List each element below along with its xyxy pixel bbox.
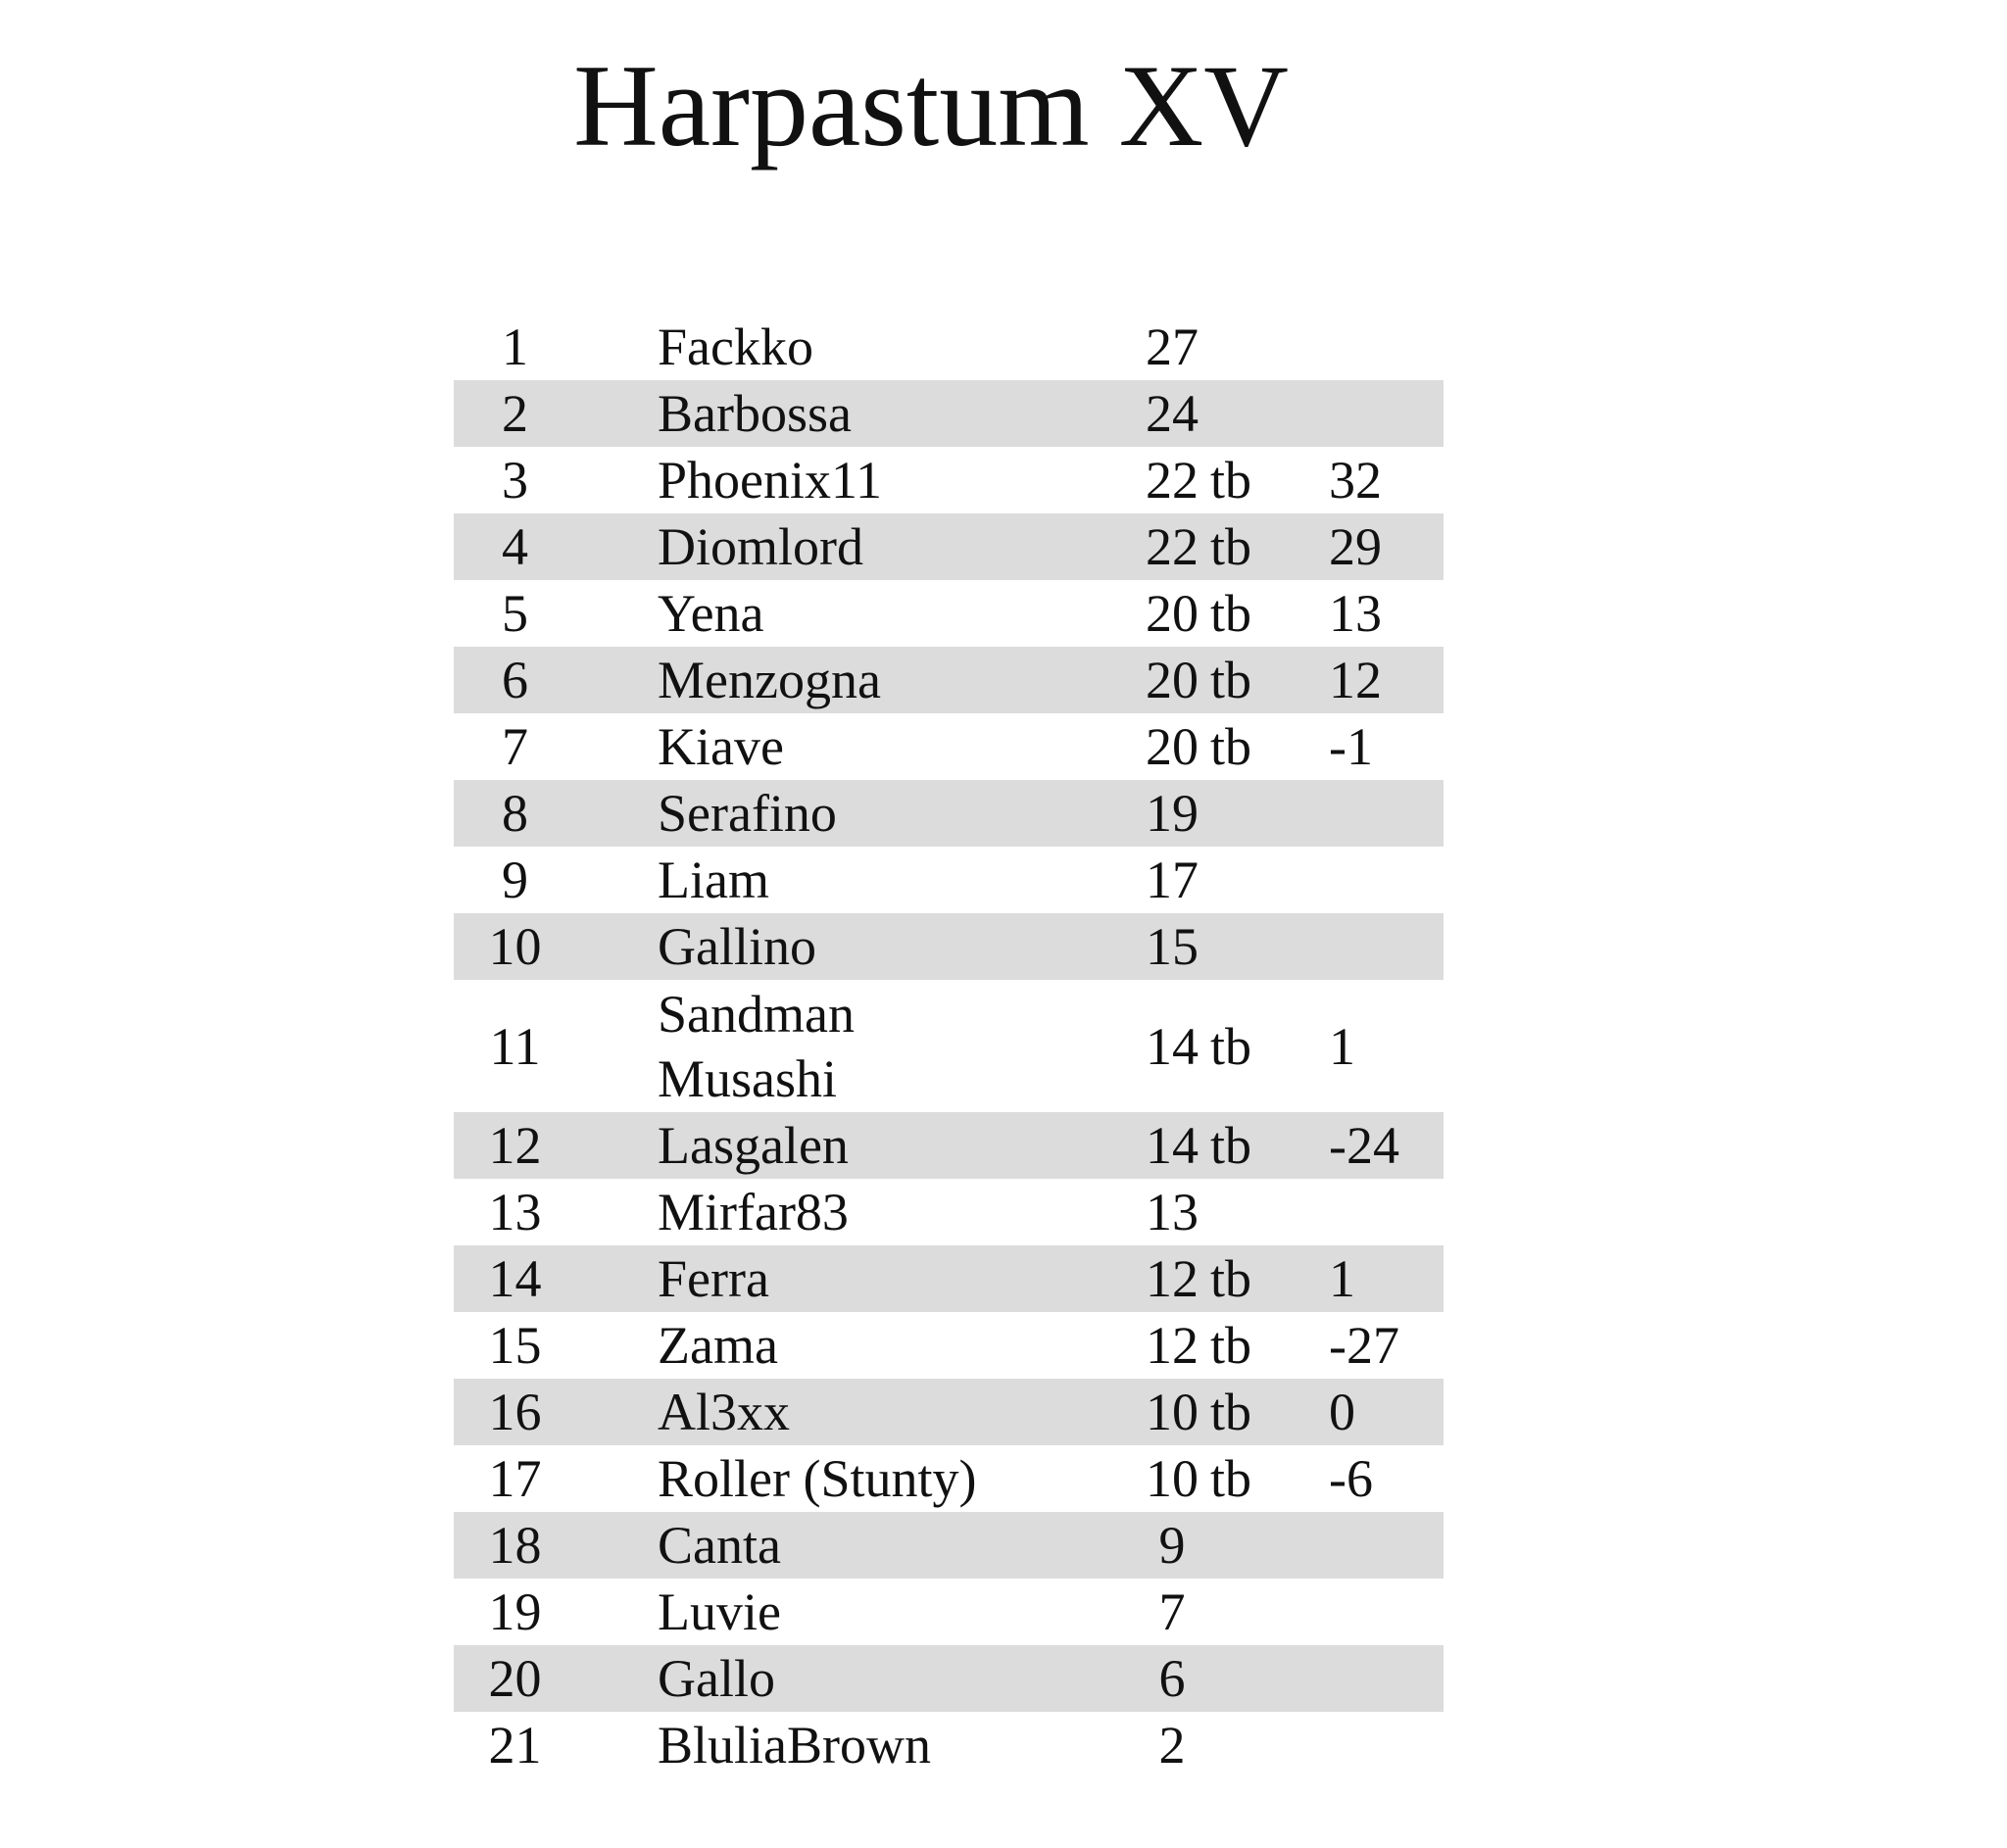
- player-name-cell: Luvie: [658, 1582, 781, 1641]
- player-name-cell: Canta: [658, 1516, 781, 1575]
- position-cell: 18: [488, 1516, 542, 1575]
- tiebreak-label-cell: [1201, 314, 1260, 380]
- position-cell: 12: [488, 1116, 542, 1175]
- table-row: [454, 980, 1444, 1112]
- tiebreak-label-cell: [1201, 1712, 1260, 1778]
- position-cell: 15: [488, 1316, 542, 1375]
- tiebreak-value-cell: 29: [1329, 517, 1382, 576]
- points-cell: 12: [1146, 1249, 1199, 1308]
- points-cell: 20: [1146, 651, 1199, 709]
- standings-table: [454, 314, 1444, 1778]
- player-name-line: Sandman: [658, 984, 855, 1044]
- table-row: [454, 1112, 1444, 1179]
- table-row: [454, 580, 1444, 647]
- tiebreak-value-cell: [1329, 314, 1437, 380]
- tiebreak-label-cell: [1201, 847, 1260, 913]
- points-cell: 2: [1158, 1716, 1186, 1775]
- player-name-line: Musashi: [658, 1048, 838, 1108]
- points-cell: 14: [1146, 1116, 1199, 1175]
- table-row: [454, 780, 1444, 847]
- tiebreak-label-cell: tb: [1209, 651, 1251, 709]
- player-name-cell: Ferra: [658, 1249, 769, 1308]
- tiebreak-value-cell: 32: [1329, 451, 1382, 510]
- player-name-cell: BluliaBrown: [658, 1716, 931, 1775]
- position-cell: 21: [488, 1716, 542, 1775]
- tiebreak-value-cell: [1329, 1512, 1437, 1579]
- player-name-cell: Serafino: [658, 784, 837, 843]
- position-cell: 2: [502, 384, 528, 443]
- table-row: [454, 1179, 1444, 1245]
- tiebreak-label-cell: tb: [1209, 717, 1251, 776]
- tiebreak-value-cell: [1329, 380, 1437, 447]
- player-name-cell: Diomlord: [658, 517, 863, 576]
- player-name-cell: Kiave: [658, 717, 784, 776]
- tiebreak-value-cell: -27: [1329, 1316, 1399, 1375]
- tiebreak-value-cell: [1329, 913, 1437, 980]
- position-cell: 3: [502, 451, 528, 510]
- player-name-cell: Gallo: [658, 1649, 775, 1708]
- tiebreak-value-cell: -1: [1329, 717, 1373, 776]
- tiebreak-value-cell: [1329, 1645, 1437, 1712]
- points-cell: 24: [1146, 384, 1199, 443]
- position-cell: 10: [488, 917, 542, 976]
- player-name-cell: [658, 980, 1089, 1112]
- player-name-cell: Yena: [658, 584, 764, 643]
- table-row: [454, 1579, 1444, 1645]
- points-cell: 7: [1158, 1582, 1186, 1641]
- player-name-cell: Liam: [658, 851, 769, 909]
- points-cell: 10: [1146, 1449, 1199, 1508]
- table-row: [454, 1245, 1444, 1312]
- table-row: [454, 1512, 1444, 1579]
- tiebreak-value-cell: -24: [1329, 1116, 1399, 1175]
- tiebreak-label-cell: [1201, 913, 1260, 980]
- points-cell: 13: [1146, 1183, 1199, 1241]
- document-title: Harpastum XV: [573, 40, 1289, 170]
- points-cell: 22: [1146, 517, 1199, 576]
- table-row: [454, 1445, 1444, 1512]
- points-cell: 20: [1146, 717, 1199, 776]
- player-name-cell: Gallino: [658, 917, 816, 976]
- tiebreak-label-cell: tb: [1209, 584, 1251, 643]
- player-name-cell: Barbossa: [658, 384, 852, 443]
- tiebreak-value-cell: [1329, 780, 1437, 847]
- tiebreak-value-cell: [1329, 1179, 1437, 1245]
- table-row: [454, 447, 1444, 513]
- tiebreak-label-cell: tb: [1209, 517, 1251, 576]
- points-cell: 19: [1146, 784, 1199, 843]
- tiebreak-label-cell: tb: [1209, 1383, 1251, 1441]
- tiebreak-value-cell: 12: [1329, 651, 1382, 709]
- tiebreak-label-cell: [1201, 1512, 1260, 1579]
- position-cell: 9: [502, 851, 528, 909]
- tiebreak-value-cell: 1: [1329, 1249, 1355, 1308]
- position-cell: 16: [488, 1383, 542, 1441]
- points-cell: 10: [1146, 1383, 1199, 1441]
- position-cell: 13: [488, 1183, 542, 1241]
- points-cell: 20: [1146, 584, 1199, 643]
- tiebreak-label-cell: [1201, 380, 1260, 447]
- position-cell: 5: [502, 584, 528, 643]
- table-row: [454, 314, 1444, 380]
- table-row: [454, 1712, 1444, 1778]
- player-name-cell: Al3xx: [658, 1383, 790, 1441]
- player-name-cell: Roller (Stunty): [658, 1449, 977, 1508]
- tiebreak-value-cell: [1329, 847, 1437, 913]
- position-cell: 7: [502, 717, 528, 776]
- points-cell: 12: [1146, 1316, 1199, 1375]
- position-cell: 4: [502, 517, 528, 576]
- points-cell: 14: [1146, 1016, 1199, 1076]
- player-name-cell: Mirfar83: [658, 1183, 849, 1241]
- points-cell: 22: [1146, 451, 1199, 510]
- tiebreak-label-cell: tb: [1209, 1116, 1251, 1175]
- player-name-cell: Zama: [658, 1316, 778, 1375]
- table-row: [454, 513, 1444, 580]
- player-name-cell: Menzogna: [658, 651, 881, 709]
- table-row: [454, 847, 1444, 913]
- points-cell: 6: [1158, 1649, 1186, 1708]
- table-row: [454, 380, 1444, 447]
- tiebreak-value-cell: [1329, 1579, 1437, 1645]
- tiebreak-label-cell: tb: [1209, 1449, 1251, 1508]
- position-cell: 6: [502, 651, 528, 709]
- position-cell: 20: [488, 1649, 542, 1708]
- points-cell: 27: [1146, 317, 1199, 376]
- tiebreak-value-cell: 0: [1329, 1383, 1355, 1441]
- tiebreak-label-cell: [1201, 1179, 1260, 1245]
- position-cell: 17: [488, 1449, 542, 1508]
- tiebreak-label-cell: tb: [1209, 1316, 1251, 1375]
- points-cell: 9: [1158, 1516, 1186, 1575]
- tiebreak-value-cell: 13: [1329, 584, 1382, 643]
- tiebreak-value-cell: -6: [1329, 1449, 1373, 1508]
- tiebreak-label-cell: [1201, 1645, 1260, 1712]
- points-cell: 15: [1146, 917, 1199, 976]
- tiebreak-value-cell: [1329, 1712, 1437, 1778]
- table-row: [454, 1645, 1444, 1712]
- player-name-cell: Lasgalen: [658, 1116, 849, 1175]
- position-cell: 11: [489, 1016, 541, 1076]
- position-cell: 14: [488, 1249, 542, 1308]
- player-name-cell: Fackko: [658, 317, 813, 376]
- position-cell: 1: [502, 317, 528, 376]
- player-name-cell: Phoenix11: [658, 451, 882, 510]
- tiebreak-label-cell: [1201, 780, 1260, 847]
- table-row: [454, 913, 1444, 980]
- table-row: [454, 647, 1444, 713]
- table-row: [454, 1312, 1444, 1379]
- tiebreak-label-cell: tb: [1209, 451, 1251, 510]
- position-cell: 8: [502, 784, 528, 843]
- position-cell: 19: [488, 1582, 542, 1641]
- tiebreak-label-cell: tb: [1209, 1249, 1251, 1308]
- tiebreak-value-cell: 1: [1329, 1016, 1355, 1076]
- table-row: [454, 713, 1444, 780]
- points-cell: 17: [1146, 851, 1199, 909]
- table-row: [454, 1379, 1444, 1445]
- tiebreak-label-cell: [1201, 1579, 1260, 1645]
- tiebreak-label-cell: tb: [1209, 1016, 1251, 1076]
